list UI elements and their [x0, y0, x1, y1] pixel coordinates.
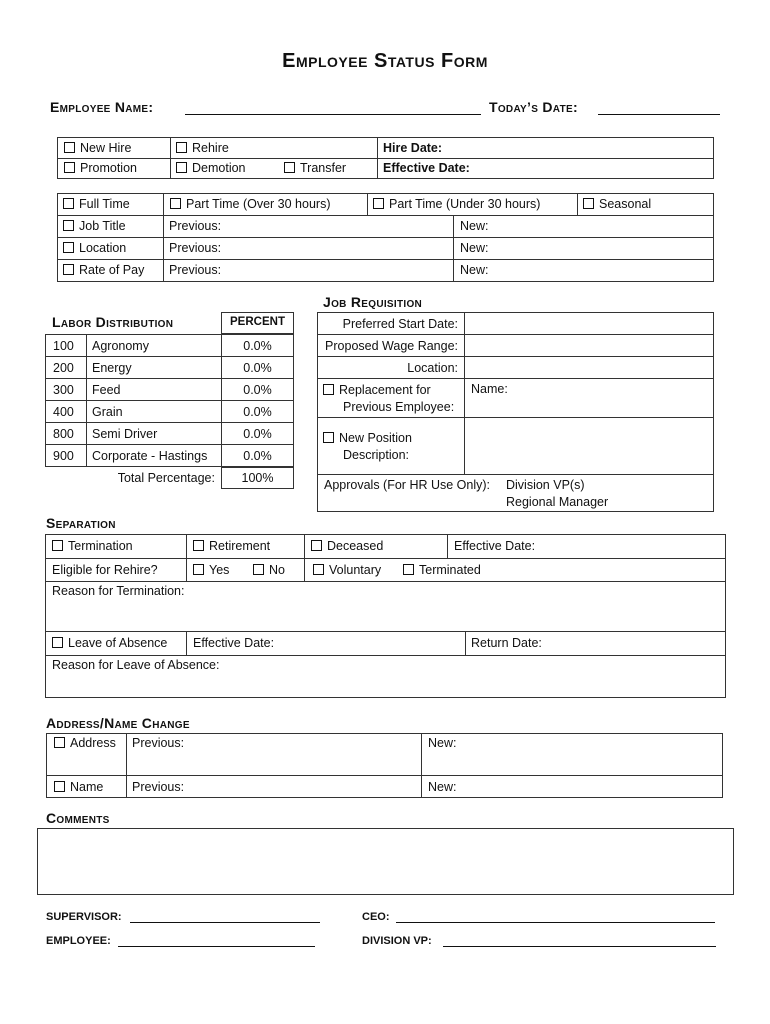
- rehire-option[interactable]: Rehire: [176, 141, 229, 155]
- labor-name: Feed: [92, 383, 121, 397]
- separation-effective-date[interactable]: Effective Date:: [454, 539, 536, 553]
- supervisor-label: SUPERVISOR:: [46, 911, 122, 923]
- labor-name: Semi Driver: [92, 427, 158, 441]
- labor-name: Grain: [92, 405, 123, 419]
- job-title-new[interactable]: New:: [460, 219, 489, 233]
- full-time-option[interactable]: Full Time: [63, 197, 130, 211]
- rate-of-pay-checkbox[interactable]: [63, 264, 74, 275]
- labor-name: Corporate - Hastings: [92, 449, 208, 463]
- page-title: Employee Status Form: [282, 50, 488, 72]
- address-previous[interactable]: Previous:: [132, 736, 185, 750]
- voluntary-checkbox[interactable]: [313, 564, 324, 575]
- comments-heading: Comments: [46, 810, 110, 826]
- labor-code: 200: [53, 361, 74, 375]
- location-checkbox[interactable]: [63, 242, 74, 253]
- division-vp-signature-label: DIVISION VP:: [362, 935, 432, 947]
- employee-name-field[interactable]: [185, 114, 481, 115]
- labor-percent[interactable]: 0.0%: [243, 383, 272, 397]
- rehire-yes-checkbox[interactable]: [193, 564, 204, 575]
- address-option[interactable]: Address: [54, 736, 116, 750]
- division-vp-signature-line[interactable]: [443, 946, 716, 947]
- labor-code: 400: [53, 405, 74, 419]
- job-requisition-heading: Job Requisition: [323, 294, 423, 310]
- part-time-under-checkbox[interactable]: [373, 198, 384, 209]
- total-percentage-label: Total Percentage:: [117, 471, 215, 485]
- new-hire-option[interactable]: New Hire: [64, 141, 131, 155]
- part-time-over-checkbox[interactable]: [170, 198, 181, 209]
- labor-percent[interactable]: 0.0%: [243, 427, 272, 441]
- deceased-checkbox[interactable]: [311, 540, 322, 551]
- labor-percent[interactable]: 0.0%: [243, 339, 272, 353]
- retirement-option[interactable]: Retirement: [193, 539, 270, 553]
- labor-percent[interactable]: 0.0%: [243, 405, 272, 419]
- terminated-option[interactable]: Terminated: [403, 563, 481, 577]
- supervisor-signature-line[interactable]: [130, 922, 320, 923]
- leave-checkbox[interactable]: [52, 637, 63, 648]
- deceased-option[interactable]: Deceased: [311, 539, 383, 553]
- labor-name: Energy: [92, 361, 132, 375]
- location-label: Location:: [407, 361, 458, 375]
- employee-label: EMPLOYEE:: [46, 935, 111, 947]
- percent-heading: PERCENT: [230, 316, 285, 328]
- effective-date-label: Effective Date:: [383, 161, 470, 175]
- labor-distribution-heading: Labor Distribution: [52, 314, 174, 330]
- seasonal-checkbox[interactable]: [583, 198, 594, 209]
- rehire-checkbox[interactable]: [176, 142, 187, 153]
- rehire-no-option[interactable]: No: [253, 563, 285, 577]
- name-new[interactable]: New:: [428, 780, 457, 794]
- total-percentage-value[interactable]: 100%: [241, 471, 274, 485]
- reason-termination-field[interactable]: Reason for Termination:: [52, 584, 185, 598]
- ceo-signature-line[interactable]: [396, 922, 715, 923]
- full-time-checkbox[interactable]: [63, 198, 74, 209]
- eligible-rehire-label: Eligible for Rehire?: [52, 563, 158, 577]
- labor-percent[interactable]: 0.0%: [243, 361, 272, 375]
- transfer-option[interactable]: Transfer: [284, 161, 346, 175]
- new-position-checkbox[interactable]: [323, 432, 334, 443]
- address-change-heading: Address/Name Change: [46, 715, 190, 731]
- retirement-checkbox[interactable]: [193, 540, 204, 551]
- rate-of-pay-previous[interactable]: Previous:: [169, 263, 222, 277]
- employee-signature-line[interactable]: [118, 946, 315, 947]
- name-previous[interactable]: Previous:: [132, 780, 185, 794]
- terminated-checkbox[interactable]: [403, 564, 414, 575]
- labor-code: 100: [53, 339, 74, 353]
- rate-of-pay-new[interactable]: New:: [460, 263, 489, 277]
- transfer-checkbox[interactable]: [284, 162, 295, 173]
- proposed-wage-label: Proposed Wage Range:: [325, 339, 458, 353]
- name-change-checkbox[interactable]: [54, 781, 65, 792]
- address-checkbox[interactable]: [54, 737, 65, 748]
- regional-manager-label: Regional Manager: [506, 495, 609, 509]
- return-date-field[interactable]: Return Date:: [471, 636, 542, 650]
- rehire-no-checkbox[interactable]: [253, 564, 264, 575]
- job-title-checkbox[interactable]: [63, 220, 74, 231]
- new-hire-checkbox[interactable]: [64, 142, 75, 153]
- voluntary-option[interactable]: Voluntary: [313, 563, 381, 577]
- labor-code: 800: [53, 427, 74, 441]
- new-position-option[interactable]: New Position: [323, 431, 412, 445]
- replacement-name-label: Name:: [471, 382, 508, 396]
- labor-percent[interactable]: 0.0%: [243, 449, 272, 463]
- termination-checkbox[interactable]: [52, 540, 63, 551]
- name-change-option[interactable]: Name: [54, 780, 103, 794]
- leave-effective-date[interactable]: Effective Date:: [193, 636, 275, 650]
- demotion-checkbox[interactable]: [176, 162, 187, 173]
- approvals-label: Approvals (For HR Use Only):: [324, 478, 491, 492]
- comments-field[interactable]: [37, 828, 734, 895]
- replacement-checkbox[interactable]: [323, 384, 334, 395]
- location-option[interactable]: Location: [63, 241, 126, 255]
- separation-heading: Separation: [46, 515, 116, 531]
- reason-leave-field[interactable]: Reason for Leave of Absence:: [52, 658, 220, 672]
- hire-date-label: Hire Date:: [383, 141, 443, 155]
- promotion-option[interactable]: Promotion: [64, 161, 137, 175]
- location-new[interactable]: New:: [460, 241, 489, 255]
- labor-name: Agronomy: [92, 339, 149, 353]
- ceo-label: CEO:: [362, 911, 390, 923]
- replacement-option[interactable]: Replacement for: [323, 383, 431, 397]
- division-vp-label: Division VP(s): [506, 478, 585, 492]
- rehire-yes-option[interactable]: Yes: [193, 563, 229, 577]
- labor-code: 900: [53, 449, 74, 463]
- labor-code: 300: [53, 383, 74, 397]
- leave-option[interactable]: Leave of Absence: [52, 636, 167, 650]
- seasonal-option[interactable]: Seasonal: [583, 197, 651, 211]
- part-time-under-option[interactable]: Part Time (Under 30 hours): [373, 197, 540, 211]
- address-new[interactable]: New:: [428, 736, 457, 750]
- part-time-over-option[interactable]: Part Time (Over 30 hours): [170, 197, 331, 211]
- job-title-option[interactable]: Job Title: [63, 219, 126, 233]
- todays-date-field[interactable]: [598, 114, 720, 115]
- employee-name-label: Employee Name:: [50, 99, 154, 115]
- replacement-label-2: Previous Employee:: [343, 400, 455, 414]
- promotion-checkbox[interactable]: [64, 162, 75, 173]
- new-position-label-2: Description:: [343, 448, 409, 462]
- job-title-previous[interactable]: Previous:: [169, 219, 222, 233]
- termination-option[interactable]: Termination: [52, 539, 133, 553]
- rate-of-pay-option[interactable]: Rate of Pay: [63, 263, 144, 277]
- preferred-start-label: Preferred Start Date:: [342, 317, 458, 331]
- location-previous[interactable]: Previous:: [169, 241, 222, 255]
- demotion-option[interactable]: Demotion: [176, 161, 246, 175]
- todays-date-label: Today’s Date:: [489, 99, 578, 115]
